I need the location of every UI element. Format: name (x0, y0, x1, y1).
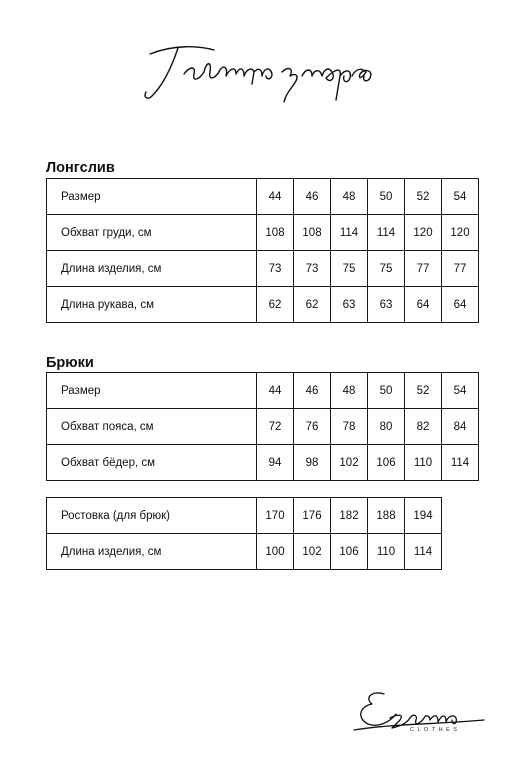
table-cell: 52 (405, 373, 442, 409)
table-cell: 44 (257, 373, 294, 409)
table-cell: 98 (294, 445, 331, 481)
row-label: Длина изделия, см (47, 534, 257, 570)
table-cell: 63 (331, 287, 368, 323)
table-cell: 52 (405, 179, 442, 215)
pants-size-table (46, 372, 479, 481)
row-label: Длина изделия, см (47, 251, 257, 287)
table-cell: 54 (442, 179, 479, 215)
row-label: Обхват бёдер, см (47, 445, 257, 481)
table-cell: 64 (442, 287, 479, 323)
table-cell: 62 (294, 287, 331, 323)
table-cell: 102 (331, 445, 368, 481)
page-title (0, 32, 516, 104)
table-cell: 46 (294, 179, 331, 215)
table-cell: 73 (257, 251, 294, 287)
table-cell: 75 (331, 251, 368, 287)
table-cell: 73 (294, 251, 331, 287)
table-row (47, 287, 479, 323)
table-cell: 64 (405, 287, 442, 323)
table-cell: 106 (368, 445, 405, 481)
table-cell: 110 (405, 445, 442, 481)
section-title-longsleeve: Лонгслив (46, 160, 115, 176)
table-cell: 102 (294, 534, 331, 570)
table-row (47, 498, 442, 534)
table-cell: 108 (257, 215, 294, 251)
table-cell: 120 (405, 215, 442, 251)
table-row (47, 373, 479, 409)
table-cell: 114 (442, 445, 479, 481)
logo-subtitle: CLOTHES (410, 727, 461, 733)
table-cell: 72 (257, 409, 294, 445)
table-cell: 84 (442, 409, 479, 445)
table-cell: 76 (294, 409, 331, 445)
table-cell: 114 (331, 215, 368, 251)
table-cell: 63 (368, 287, 405, 323)
table-cell: 106 (331, 534, 368, 570)
table-row (47, 534, 442, 570)
longsleeve-size-table (46, 178, 479, 323)
table-cell: 108 (294, 215, 331, 251)
table-cell: 48 (331, 179, 368, 215)
table-row (47, 409, 479, 445)
table-cell: 46 (294, 373, 331, 409)
title-script (0, 32, 516, 104)
table-cell: 188 (368, 498, 405, 534)
table-row (47, 251, 479, 287)
row-label: Ростовка (для брюк) (47, 498, 257, 534)
table-cell: 62 (257, 287, 294, 323)
row-label: Размер (47, 179, 257, 215)
logo-script (350, 684, 490, 746)
table-cell: 54 (442, 373, 479, 409)
table-cell: 77 (442, 251, 479, 287)
table-cell: 80 (368, 409, 405, 445)
height-size-table (46, 497, 442, 570)
table-row (47, 179, 479, 215)
table-cell: 82 (405, 409, 442, 445)
table-cell: 75 (368, 251, 405, 287)
table-cell: 170 (257, 498, 294, 534)
table-cell: 77 (405, 251, 442, 287)
table-cell: 44 (257, 179, 294, 215)
row-label: Длина рукава, см (47, 287, 257, 323)
table-cell: 100 (257, 534, 294, 570)
table-cell: 114 (405, 534, 442, 570)
table-row (47, 445, 479, 481)
table-cell: 114 (368, 215, 405, 251)
table-cell: 50 (368, 373, 405, 409)
table-cell: 194 (405, 498, 442, 534)
brand-logo (350, 684, 490, 746)
section-title-pants: Брюки (46, 355, 94, 371)
row-label: Обхват груди, см (47, 215, 257, 251)
row-label: Обхват пояса, см (47, 409, 257, 445)
table-cell: 120 (442, 215, 479, 251)
table-cell: 48 (331, 373, 368, 409)
table-cell: 176 (294, 498, 331, 534)
table-cell: 78 (331, 409, 368, 445)
table-cell: 182 (331, 498, 368, 534)
table-cell: 94 (257, 445, 294, 481)
table-cell: 50 (368, 179, 405, 215)
table-row (47, 215, 479, 251)
table-cell: 110 (368, 534, 405, 570)
row-label: Размер (47, 373, 257, 409)
